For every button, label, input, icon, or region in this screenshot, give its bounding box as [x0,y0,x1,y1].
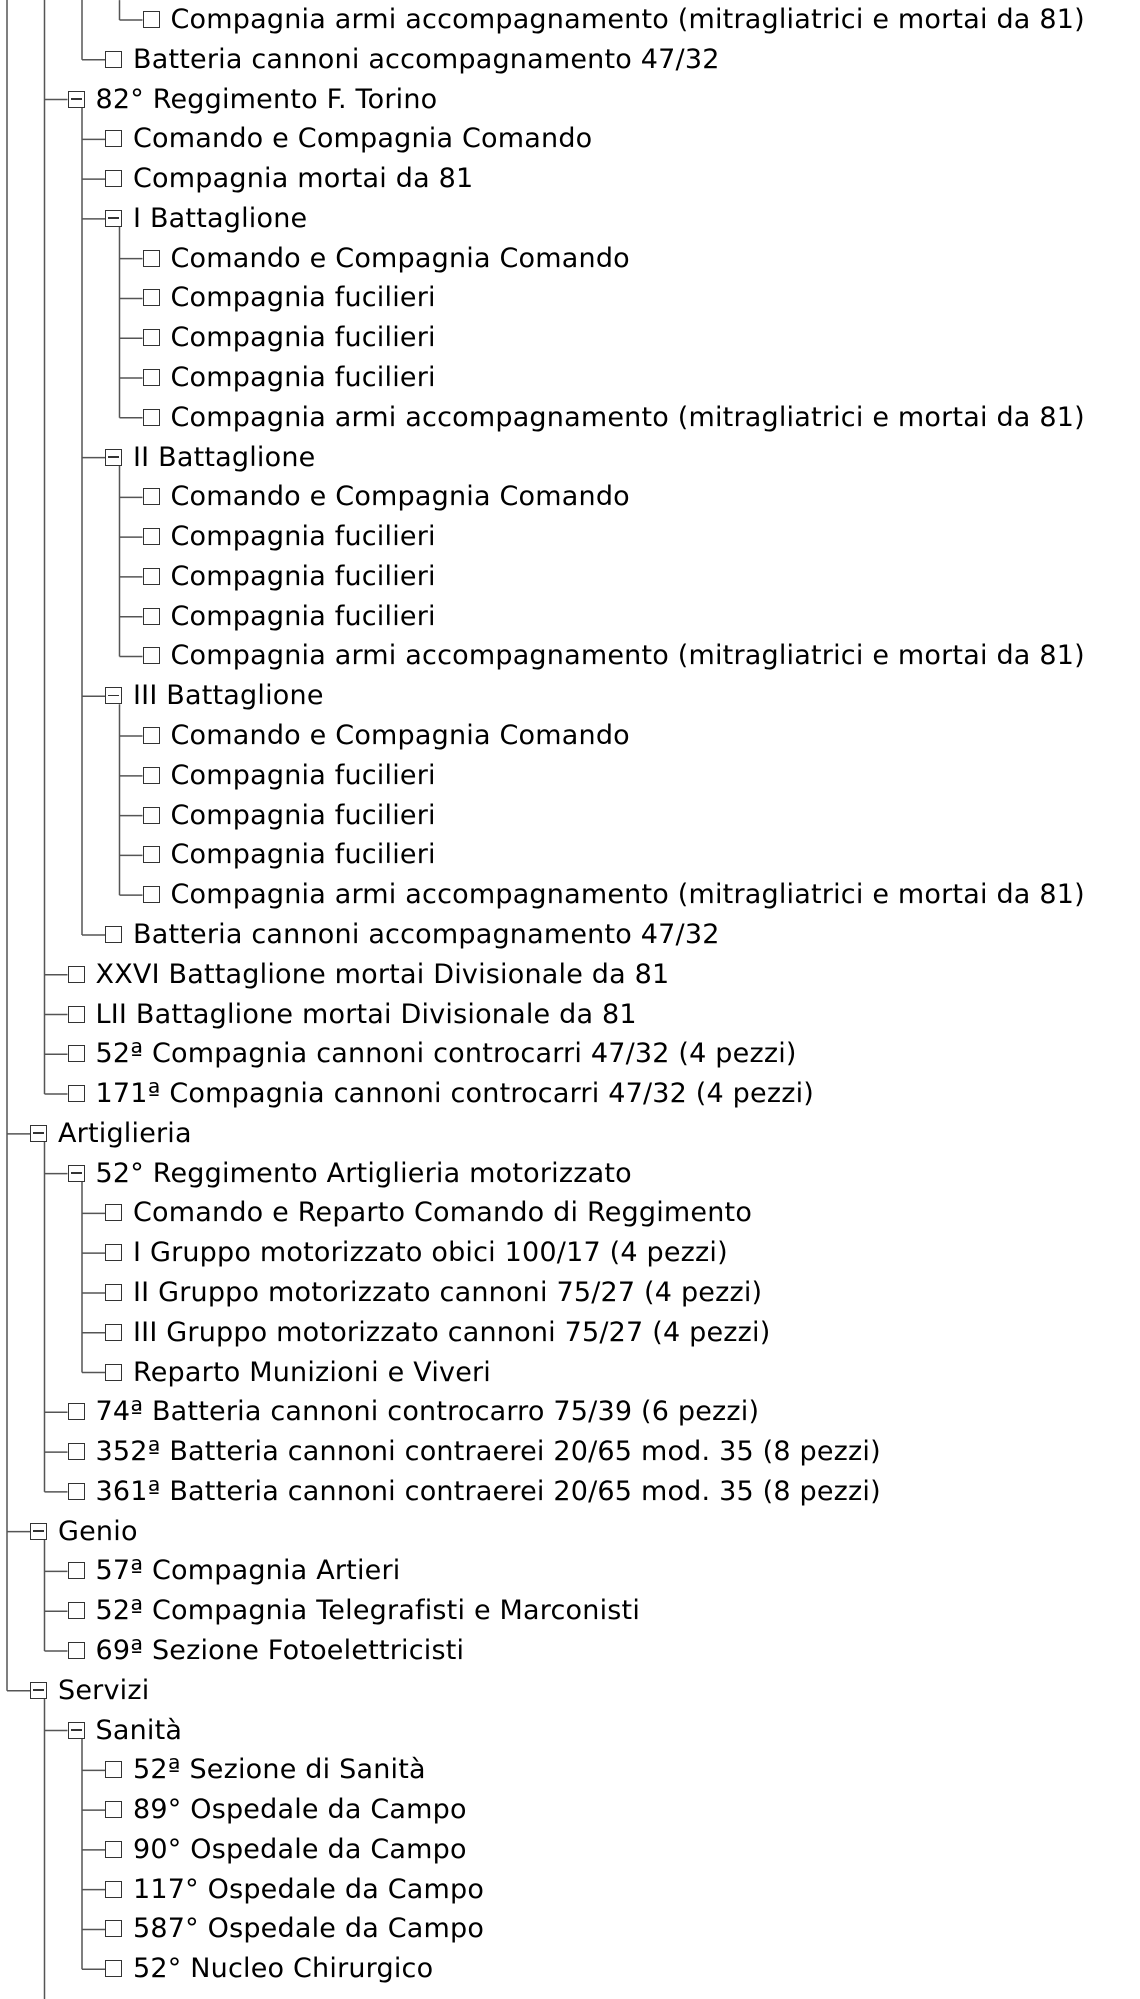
tree-node-label: Comando e Compagnia Comando [133,123,593,155]
tree-node-label: Compagnia armi accompagnamento (mitragliatrici e mortai da 81) [170,401,1085,433]
leaf-node-icon[interactable] [105,51,122,68]
collapse-icon[interactable] [105,449,122,466]
collapse-icon[interactable] [30,1125,47,1142]
leaf-node-icon[interactable] [68,1602,85,1619]
leaf-node-icon[interactable] [143,767,160,784]
leaf-node-icon[interactable] [68,1483,85,1500]
leaf-node-icon[interactable] [68,1006,85,1023]
tree-node-label: Compagnia fucilieri [170,600,436,632]
leaf-node-icon[interactable] [105,1960,122,1977]
leaf-node-icon[interactable] [143,568,160,585]
leaf-node-icon[interactable] [143,886,160,903]
collapse-icon[interactable] [30,1682,47,1699]
leaf-node-icon[interactable] [143,846,160,863]
tree-node-label: 361ª Batteria cannoni contraerei 20/65 mod. 35 (8 pezzi) [95,1475,881,1507]
leaf-node-icon[interactable] [105,1881,122,1898]
leaf-node-icon[interactable] [143,329,160,346]
tree-node-label: Compagnia mortai da 81 [133,163,474,195]
leaf-node-icon[interactable] [143,369,160,386]
leaf-node-icon[interactable] [105,1204,122,1221]
tree-node-label: Compagnia fucilieri [170,521,436,553]
tree-node-label: 52ª Compagnia Telegrafisti e Marconisti [95,1595,641,1627]
leaf-node-icon[interactable] [105,1801,122,1818]
leaf-node-icon[interactable] [143,807,160,824]
tree-node-label: Compagnia fucilieri [170,799,436,831]
leaf-node-icon[interactable] [105,1920,122,1937]
tree-node-label: Comando e Compagnia Comando [170,242,630,274]
leaf-node-icon[interactable] [143,289,160,306]
tree-node-label: Compagnia armi accompagnamento (mitragliatrici e mortai da 81) [170,4,1085,35]
leaf-node-icon[interactable] [143,608,160,625]
tree-node-label: I Battaglione [133,202,308,234]
minus-icon [71,1729,82,1731]
tree-node-label: 90° Ospedale da Campo [133,1833,467,1865]
leaf-node-icon[interactable] [105,170,122,187]
tree-node-label: Reparto Munizioni e Viveri [133,1356,492,1388]
tree-node-label: Batteria cannoni accompagnamento 47/32 [133,43,720,75]
tree-node-label: III Gruppo motorizzato cannoni 75/27 (4 pezzi) [133,1316,771,1348]
tree-node-label: I Gruppo motorizzato obici 100/17 (4 pezzi) [133,1237,728,1269]
tree-node-label: Compagnia fucilieri [170,282,436,314]
tree-node-label: Compagnia fucilieri [170,560,436,592]
leaf-node-icon[interactable] [68,1443,85,1460]
tree-node-label: 52° Reggimento Artiglieria motorizzato [95,1157,632,1189]
leaf-node-icon[interactable] [105,1284,122,1301]
collapse-icon[interactable] [68,91,85,108]
leaf-node-icon[interactable] [143,647,160,664]
leaf-node-icon[interactable] [105,130,122,147]
collapse-icon[interactable] [105,210,122,227]
tree-node-label: 74ª Batteria cannoni controcarro 75/39 (6 pezzi) [95,1396,760,1428]
collapse-icon[interactable] [68,1722,85,1739]
leaf-node-icon[interactable] [68,1085,85,1102]
tree-node-label: Compagnia fucilieri [170,322,436,354]
leaf-node-icon[interactable] [143,250,160,267]
leaf-node-icon[interactable] [68,1642,85,1659]
tree-node-label: Servizi [58,1674,150,1706]
leaf-node-icon[interactable] [68,1562,85,1579]
tree-node-label: Sanità [95,1714,183,1746]
tree-node-label: 352ª Batteria cannoni contraerei 20/65 mod. 35 (8 pezzi) [95,1436,881,1468]
tree-node-label: Comando e Reparto Comando di Reggimento [133,1197,753,1229]
tree-node-label: Artiglieria [58,1117,192,1149]
tree-node-label: Compagnia fucilieri [170,839,436,871]
tree-node-label: Compagnia armi accompagnamento (mitragliatrici e mortai da 81) [170,879,1085,911]
tree-node-label: 52ª Compagnia cannoni controcarri 47/32 (4 pezzi) [95,1038,797,1070]
minus-icon [71,98,82,100]
minus-icon [71,1172,82,1174]
leaf-node-icon[interactable] [68,1403,85,1420]
tree-node-label: 587° Ospedale da Campo [133,1913,485,1945]
tree-node-label: II Battaglione [133,441,316,473]
minus-icon [108,217,119,219]
tree-node-label: Comando e Compagnia Comando [170,481,630,513]
tree-node-label: 117° Ospedale da Campo [133,1873,485,1905]
leaf-node-icon[interactable] [105,1364,122,1381]
tree-node-label: LII Battaglione mortai Divisionale da 81 [95,998,637,1030]
tree-node-label: Compagnia armi accompagnamento (mitragliatrici e mortai da 81) [170,640,1085,672]
tree-node-label: III Battaglione [133,680,324,712]
tree-node-label: XXVI Battaglione mortai Divisionale da 81 [95,958,670,990]
tree-node-label: 82° Reggimento F. Torino [95,83,438,115]
leaf-node-icon[interactable] [143,488,160,505]
minus-icon [33,1132,44,1134]
leaf-node-icon[interactable] [105,1244,122,1261]
tree-node-label: Compagnia fucilieri [170,759,436,791]
tree-node-label: 52° Nucleo Chirurgico [133,1953,434,1985]
tree-node-label: II Gruppo motorizzato cannoni 75/27 (4 pezzi) [133,1276,763,1308]
tree-node-label: 171ª Compagnia cannoni controcarri 47/32 (4 pezzi) [95,1078,815,1110]
collapse-icon[interactable] [105,687,122,704]
collapse-icon[interactable] [30,1523,47,1540]
tree-node-label: 52ª Sezione di Sanità [133,1754,426,1786]
tree-node-label: 57ª Compagnia Artieri [95,1555,401,1587]
leaf-node-icon[interactable] [105,1841,122,1858]
tree-node-label: 89° Ospedale da Campo [133,1794,467,1826]
minus-icon [33,1530,44,1532]
tree-node-label: Batteria cannoni accompagnamento 47/32 [133,918,720,950]
leaf-node-icon[interactable] [143,11,160,28]
leaf-node-icon[interactable] [105,1761,122,1778]
leaf-node-icon[interactable] [68,966,85,983]
leaf-node-icon[interactable] [143,409,160,426]
tree-node-label: Genio [58,1515,138,1547]
leaf-node-icon[interactable] [105,1324,122,1341]
minus-icon [108,695,119,697]
minus-icon [108,456,119,458]
leaf-node-icon[interactable] [143,528,160,545]
tree-node-label: Comando e Compagnia Comando [170,720,630,752]
tree-node-label: Compagnia fucilieri [170,362,436,394]
leaf-node-icon[interactable] [143,727,160,744]
leaf-node-icon[interactable] [68,1045,85,1062]
collapse-icon[interactable] [68,1165,85,1182]
minus-icon [33,1689,44,1691]
tree-node-label: 69ª Sezione Fotoelettricisti [95,1634,465,1666]
leaf-node-icon[interactable] [105,926,122,943]
